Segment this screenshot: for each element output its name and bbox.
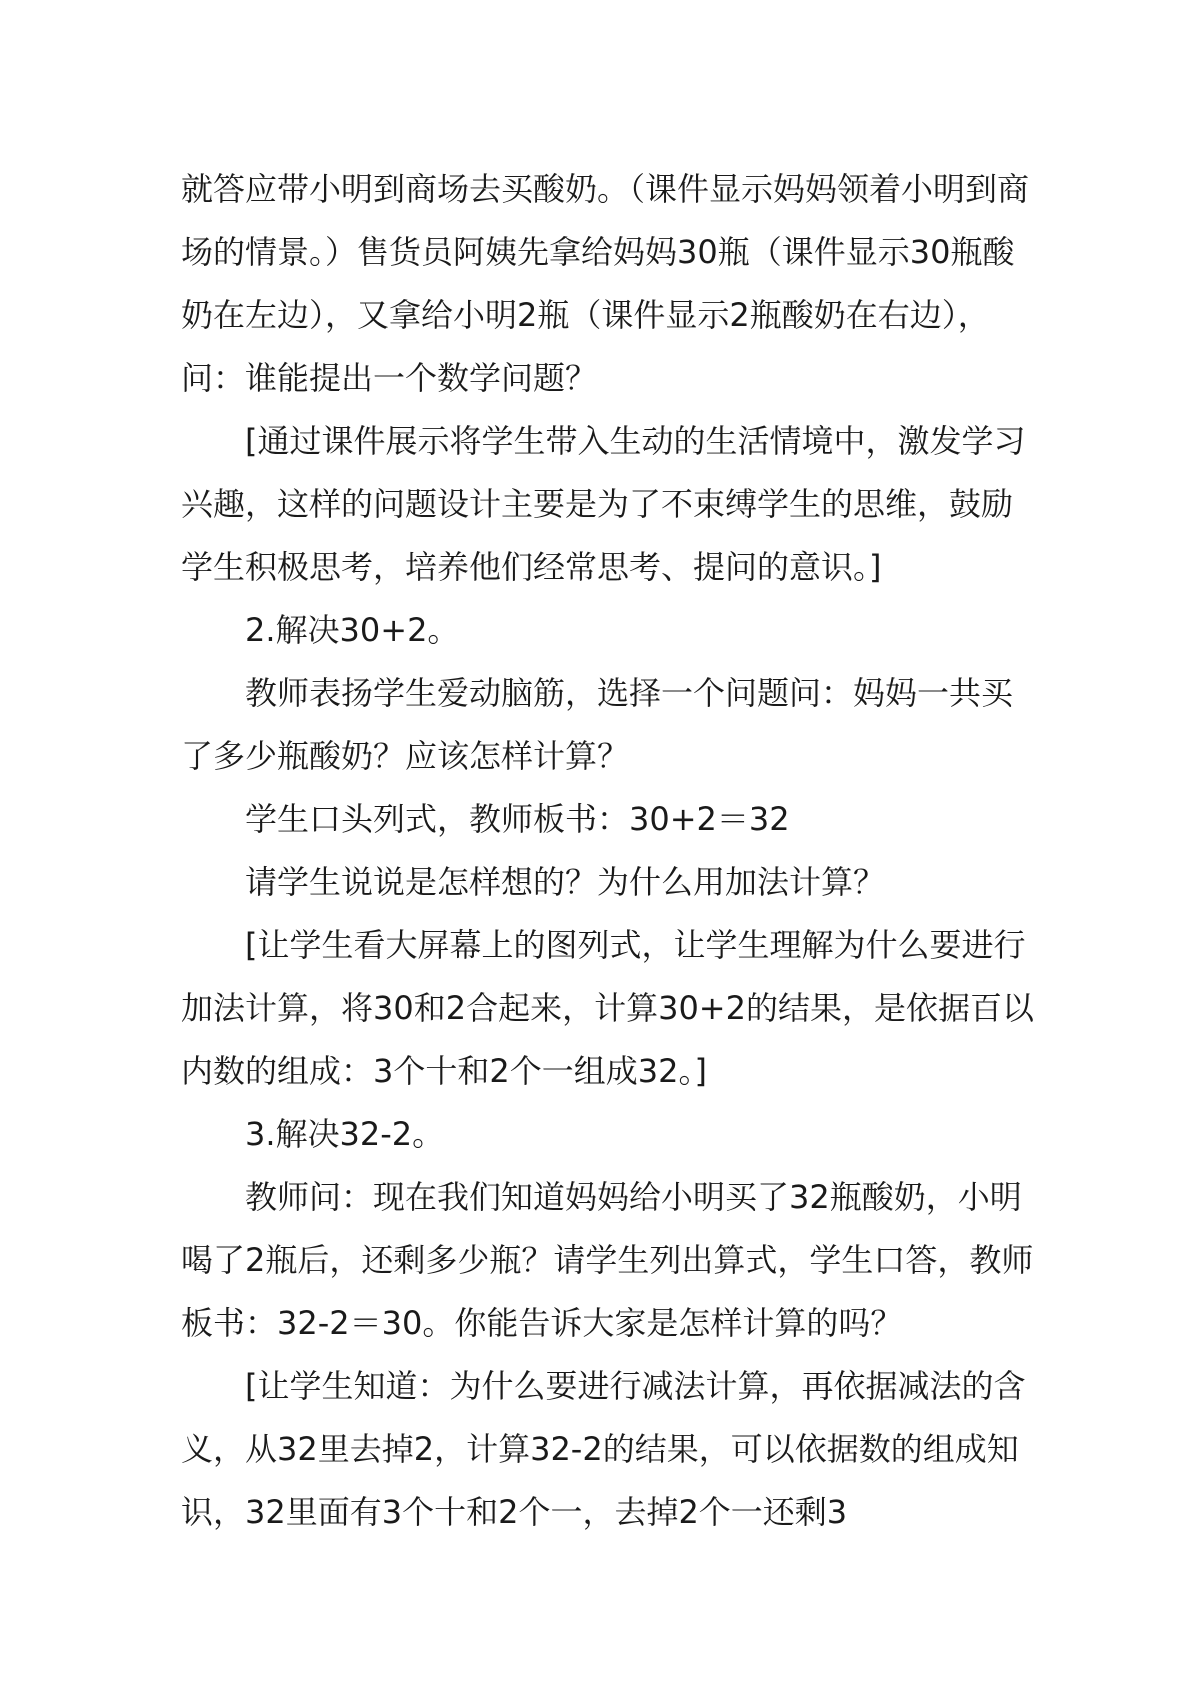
paragraph: 教师表扬学生爱动脑筋，选择一个问题问：妈妈一共买了多少瓶酸奶？应该怎样计算？ bbox=[181, 674, 1014, 775]
paragraph: 请学生说说是怎样想的？为什么用加法计算？ bbox=[245, 863, 886, 901]
paragraph: [通过课件展示将学生带入生动的生活情境中，激发学习兴趣，这样的问题设计主要是为了不束缚学生的思维，鼓励学生积极思考，培养他们经常思考、提问的意识。] bbox=[181, 422, 1026, 586]
paragraph: 就答应带小明到商场去买酸奶。（课件显示妈妈领着小明到商场的情景。）售货员阿姨先拿给妈妈30瓶（课件显示30瓶酸奶在左边），又拿给小明2瓶（课件显示2瓶酸奶在右边），问：谁能提出一个数学问题？ bbox=[181, 170, 1030, 397]
paragraph: 2.解决30+2。 bbox=[245, 611, 460, 649]
paragraph: 教师问：现在我们知道妈妈给小明买了32瓶酸奶，小明喝了2瓶后，还剩多少瓶？请学生列出算式，学生口答，教师板书：32-2＝30。你能告诉大家是怎样计算的吗？ bbox=[181, 1178, 1034, 1342]
paragraph: [让学生知道：为什么要进行减法计算，再依据减法的含义，从32里去掉2，计算32-2的结果，可以依据数的组成知识，32里面有3个十和2个一，去掉2个一还剩3 bbox=[181, 1367, 1026, 1531]
paragraph: [让学生看大屏幕上的图列式，让学生理解为什么要进行加法计算，将30和2合起来，计算30+2的结果，是依据百以内数的组成：3个十和2个一组成32。] bbox=[181, 926, 1034, 1090]
paragraph: 学生口头列式，教师板书：30+2＝32 bbox=[245, 800, 790, 838]
document-body bbox=[181, 158, 1041, 1544]
paragraph: 3.解决32-2。 bbox=[245, 1115, 445, 1153]
